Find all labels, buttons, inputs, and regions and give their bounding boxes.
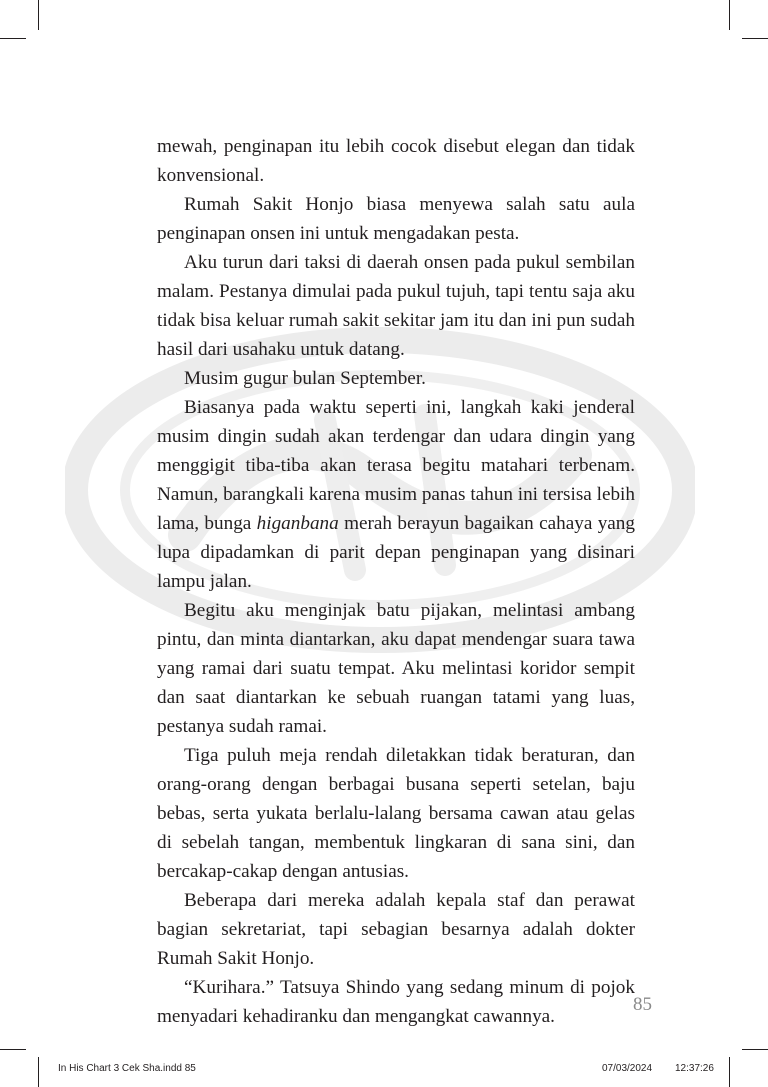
paragraph-5	[157, 393, 635, 596]
slug-date: 07/03/2024	[602, 1063, 653, 1074]
book-page-text	[157, 132, 635, 1031]
paragraph-5-text-after: merah berayun bagaikan cahaya yang lupa dipadamkan di parit depan penginapan yang disinari lampu jalan.	[157, 513, 635, 592]
paragraph-9: “Kurihara.” Tatsuya Shindo yang sedang minum di pojok menyadari kehadiranku dan mengangkat cawannya.	[157, 977, 635, 1027]
slug-time: 12:37:26	[675, 1063, 714, 1074]
paragraph-2: Rumah Sakit Honjo biasa menyewa salah satu aula penginapan onsen ini untuk mengadakan pesta.	[157, 194, 635, 244]
crop-mark-top-left-vertical	[38, 0, 39, 30]
crop-mark-top-right-horizontal	[742, 38, 768, 39]
page-number: 85	[633, 994, 652, 1015]
slug-file-name: In His Chart 3 Cek Sha.indd 85	[58, 1063, 196, 1074]
paragraph-1: mewah, penginapan itu lebih cocok disebut elegan dan tidak konvensional.	[157, 136, 635, 186]
paragraph-6: Begitu aku menginjak batu pijakan, melintasi ambang pintu, dan minta diantarkan, aku dapat mendengar suara tawa yang ramai dari suatu tempat. Aku melintasi koridor sempit dan saat diantarkan ke sebuah ruangan tatami yang luas, pestanya sudah ramai.	[157, 600, 635, 737]
crop-mark-bottom-left-vertical	[38, 1057, 39, 1087]
crop-mark-bottom-right-horizontal	[742, 1049, 768, 1050]
paragraph-5-text-before: Biasanya pada waktu seperti ini, langkah kaki jenderal musim dingin sudah akan terdengar dan udara dingin yang menggigit tiba-tiba akan terasa begitu matahari terbenam. Namun, barangkali karena musim panas tahun ini tersisa lebih lama, bunga	[157, 397, 635, 534]
crop-mark-top-right-vertical	[729, 0, 730, 30]
crop-mark-bottom-left-horizontal	[0, 1049, 26, 1050]
paragraph-5-italic-term: higanbana	[256, 513, 339, 534]
paragraph-8: Beberapa dari mereka adalah kepala staf dan perawat bagian sekretariat, tapi sebagian besarnya adalah dokter Rumah Sakit Honjo.	[157, 890, 635, 969]
paragraph-3: Aku turun dari taksi di daerah onsen pada pukul sembilan malam. Pestanya dimulai pada pukul tujuh, tapi tentu saja aku tidak bisa keluar rumah sakit sekitar jam itu dan ini pun sudah hasil dari usahaku untuk datang.	[157, 252, 635, 360]
paragraph-7: Tiga puluh meja rendah diletakkan tidak beraturan, dan orang-orang dengan berbagai busana seperti setelan, baju bebas, serta yukata berlalu-lalang bersama cawan atau gelas di sebelah tangan, membentuk lingkaran di sana sini, dan bercakap-cakap dengan antusias.	[157, 745, 635, 882]
crop-mark-top-left-horizontal	[0, 38, 26, 39]
crop-mark-bottom-right-vertical	[729, 1057, 730, 1087]
paragraph-4: Musim gugur bulan September.	[184, 368, 426, 389]
